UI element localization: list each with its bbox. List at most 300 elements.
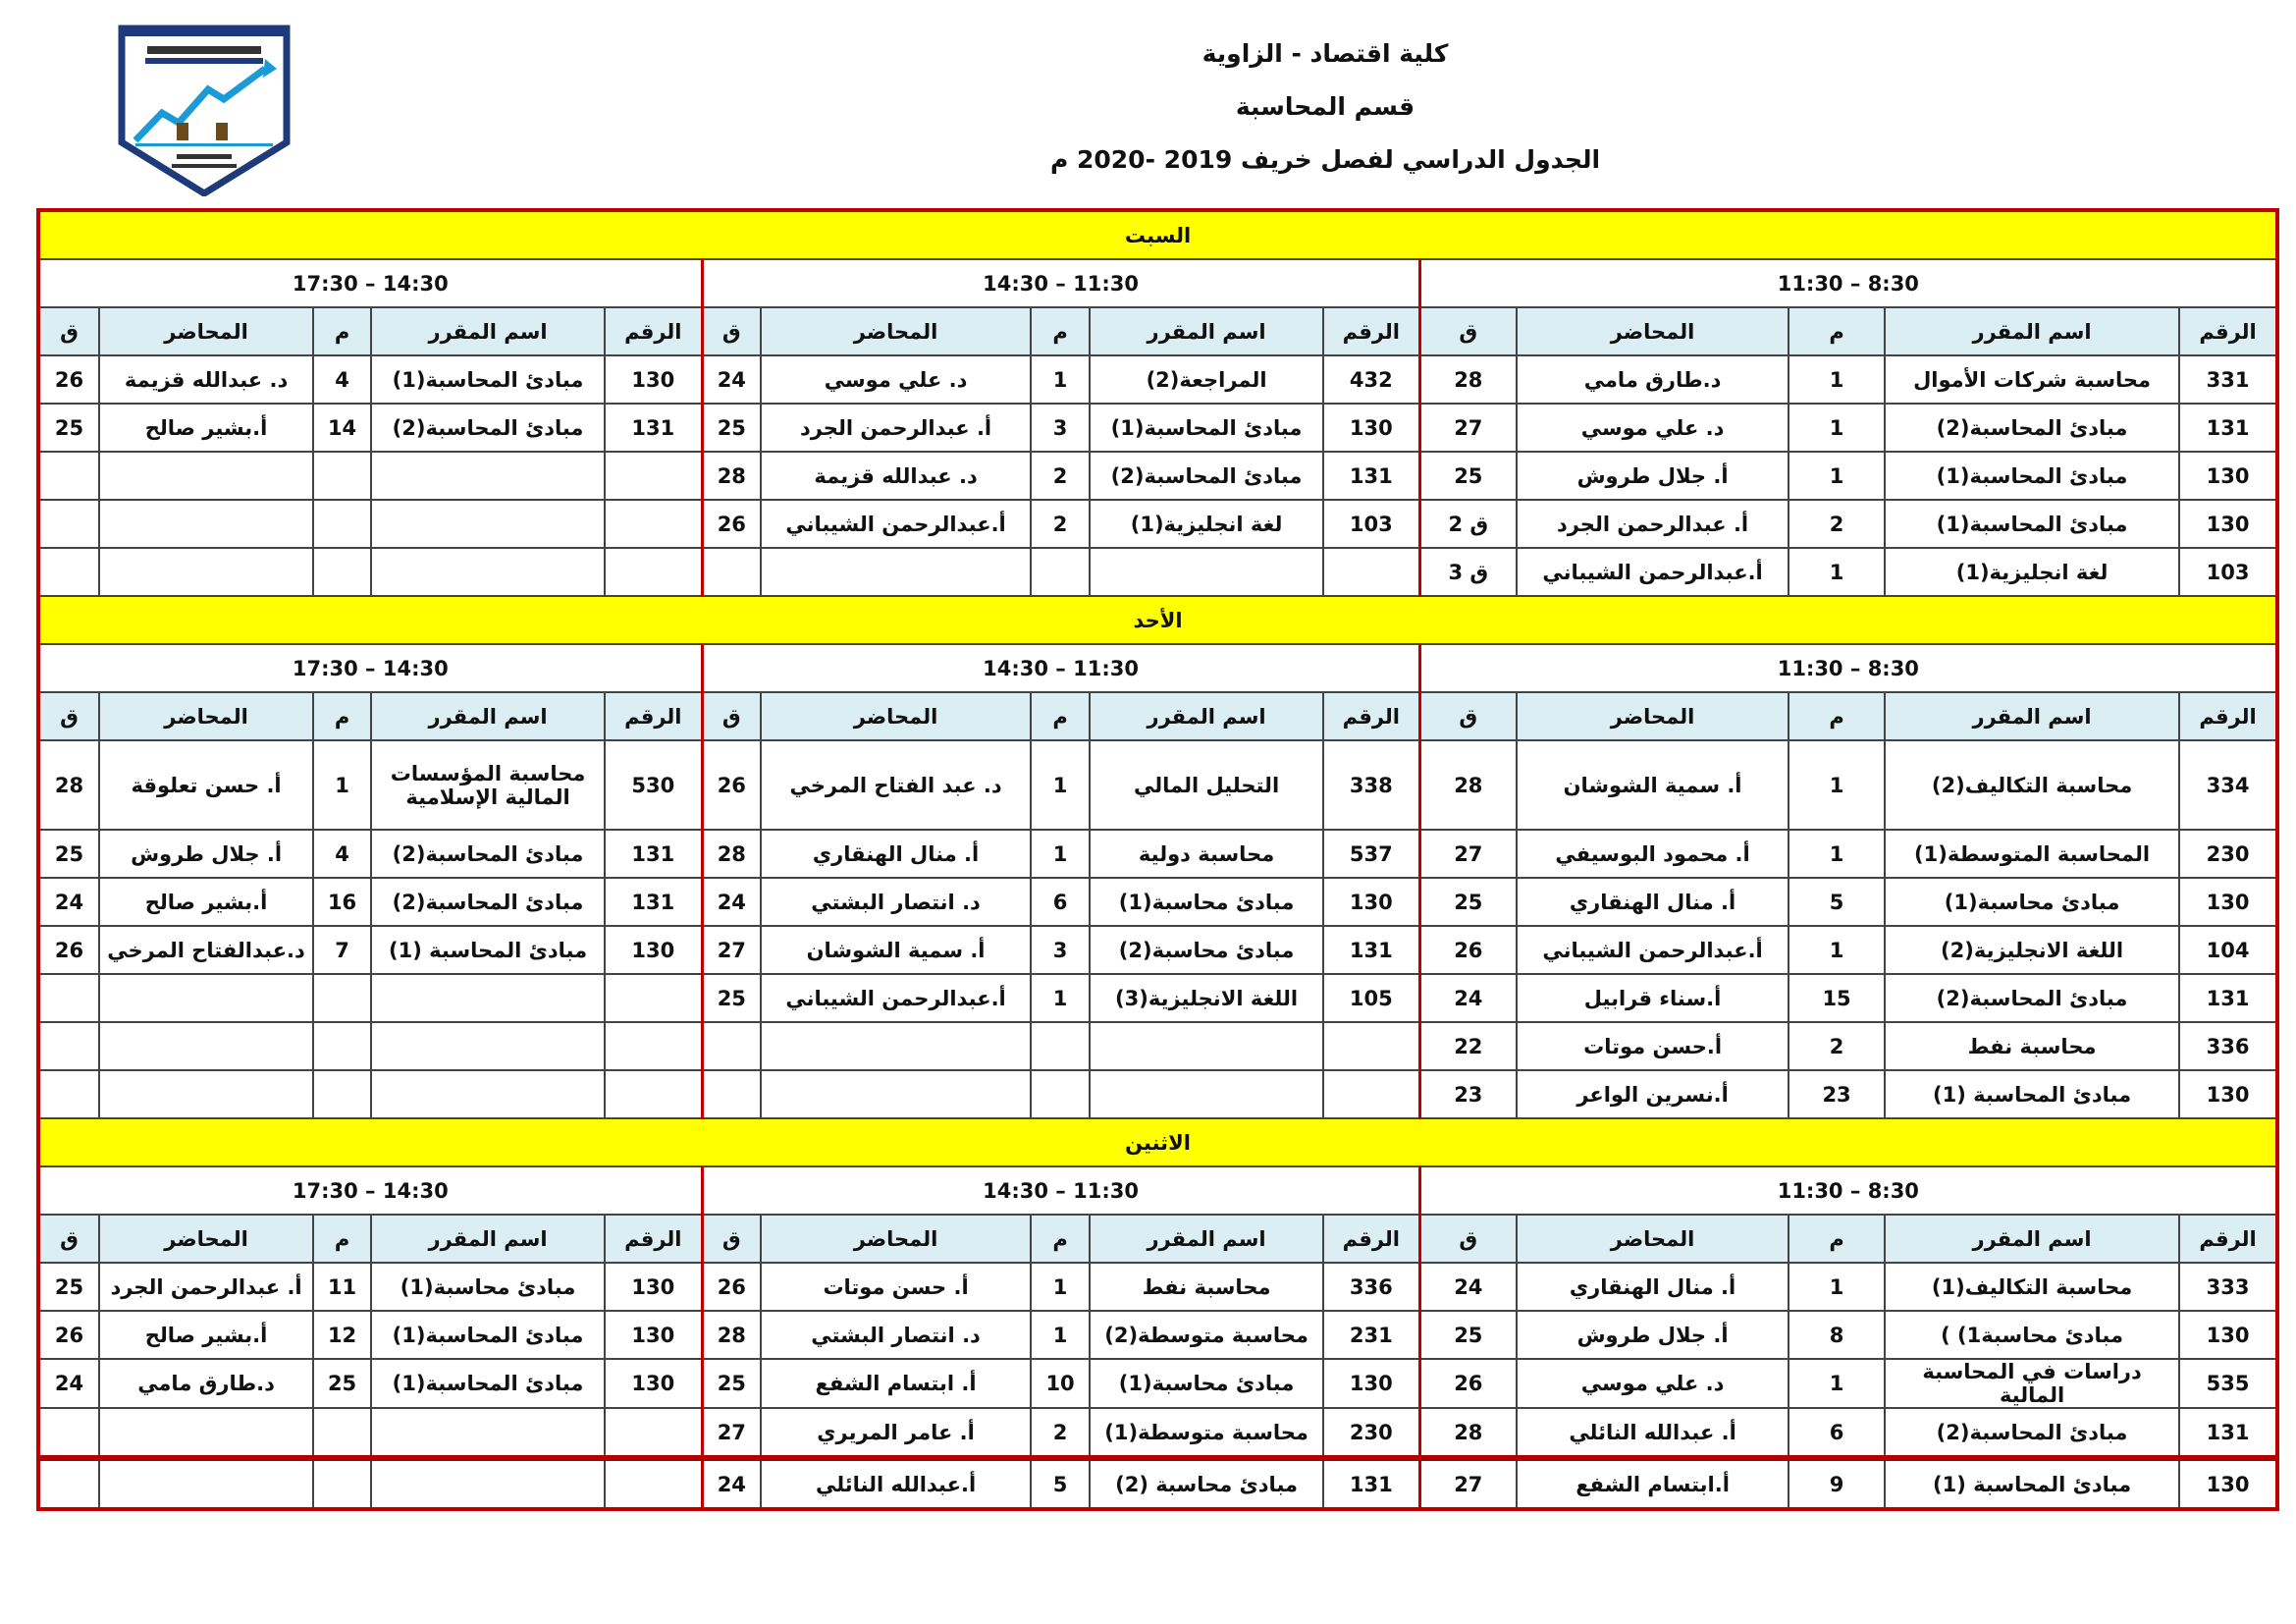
table-row — [38, 926, 2277, 974]
cell-room: 25 — [702, 1359, 761, 1408]
cell-room: 25 — [702, 974, 761, 1022]
college-name: كلية اقتصاد - الزاوية — [1201, 39, 1449, 68]
cell-course-number — [1323, 1070, 1419, 1118]
cell-course-number: 130 — [2179, 452, 2277, 500]
cell-course-name: محاسبة متوسطة(1) — [1090, 1408, 1323, 1458]
cell-lecturer: أ. عبدالرحمن الجرد — [1517, 500, 1789, 548]
column-header-room: ق — [702, 1215, 761, 1263]
column-header-course-number: الرقم — [2179, 1215, 2277, 1263]
column-header-row — [38, 1215, 2277, 1263]
cell-lecturer: أ. منال الهنقاري — [1517, 1263, 1789, 1311]
cell-room — [38, 548, 99, 596]
cell-lecturer: د. انتصار البشتي — [761, 1311, 1031, 1359]
cell-group: 1 — [1789, 355, 1885, 404]
column-header-group: م — [1031, 307, 1090, 355]
cell-room: 28 — [702, 1311, 761, 1359]
cell-course-number: 130 — [2179, 1070, 2277, 1118]
cell-lecturer: أ. عبدالرحمن الجرد — [99, 1263, 313, 1311]
cell-lecturer: أ. ابتسام الشفع — [761, 1359, 1031, 1408]
cell-room: 25 — [1419, 452, 1517, 500]
table-row — [38, 1458, 2277, 1509]
cell-group: 11 — [313, 1263, 371, 1311]
table-row — [38, 404, 2277, 452]
cell-course-name: مبادئ المحاسبة(1) — [1090, 404, 1323, 452]
cell-course-number: 130 — [2179, 878, 2277, 926]
day-name: الاثنين — [38, 1118, 2277, 1166]
cell-course-name: مبادئ محاسبة(1) — [1885, 878, 2179, 926]
cell-course-number: 131 — [1323, 1458, 1419, 1509]
cell-room: 27 — [702, 1408, 761, 1458]
cell-lecturer: أ. منال الهنقاري — [761, 830, 1031, 878]
column-header-course-number: الرقم — [1323, 1215, 1419, 1263]
cell-course-name — [371, 1408, 605, 1458]
cell-course-name: مبادئ المحاسبة (1) — [1885, 1070, 2179, 1118]
cell-lecturer — [99, 1408, 313, 1458]
cell-room — [38, 1070, 99, 1118]
cell-course-number: 333 — [2179, 1263, 2277, 1311]
table-row — [38, 1022, 2277, 1070]
cell-course-name: اللغة الانجليزية(3) — [1090, 974, 1323, 1022]
table-row — [38, 355, 2277, 404]
cell-room: 22 — [1419, 1022, 1517, 1070]
cell-room: 27 — [702, 926, 761, 974]
cell-course-name: محاسبة نفط — [1090, 1263, 1323, 1311]
cell-course-number: 231 — [1323, 1311, 1419, 1359]
cell-group: 2 — [1031, 452, 1090, 500]
cell-course-name — [1090, 548, 1323, 596]
cell-room: 26 — [1419, 1359, 1517, 1408]
cell-course-number: 103 — [1323, 500, 1419, 548]
table-row — [38, 452, 2277, 500]
cell-lecturer: د. عبدالله قزيمة — [99, 355, 313, 404]
column-header-row — [38, 692, 2277, 740]
cell-course-name — [371, 1070, 605, 1118]
cell-group: 1 — [1031, 830, 1090, 878]
cell-room: 25 — [1419, 1311, 1517, 1359]
cell-course-number: 130 — [605, 1311, 702, 1359]
cell-group: 1 — [1789, 830, 1885, 878]
cell-group — [313, 1022, 371, 1070]
cell-course-number — [605, 974, 702, 1022]
cell-lecturer: أ.عبدالرحمن الشيباني — [1517, 926, 1789, 974]
cell-course-number: 131 — [2179, 974, 2277, 1022]
cell-course-number: 105 — [1323, 974, 1419, 1022]
cell-group: 6 — [1789, 1408, 1885, 1458]
cell-room: 26 — [38, 926, 99, 974]
cell-group — [313, 1408, 371, 1458]
time-slot-row — [38, 644, 2277, 692]
cell-course-number: 432 — [1323, 355, 1419, 404]
cell-room: 28 — [702, 452, 761, 500]
cell-room: 26 — [702, 1263, 761, 1311]
cell-course-number: 535 — [2179, 1359, 2277, 1408]
cell-course-name: محاسبة المؤسسات المالية الإسلامية — [371, 740, 605, 830]
column-header-group: م — [313, 692, 371, 740]
schedule-table — [36, 208, 2279, 1511]
cell-course-number: 130 — [1323, 878, 1419, 926]
cell-group: 12 — [313, 1311, 371, 1359]
cell-lecturer: أ. حسن موتات — [761, 1263, 1031, 1311]
cell-lecturer: أ. سمية الشوشان — [1517, 740, 1789, 830]
cell-lecturer: أ. منال الهنقاري — [1517, 878, 1789, 926]
cell-room — [38, 1408, 99, 1458]
cell-lecturer: أ.عبدالرحمن الشيباني — [1517, 548, 1789, 596]
cell-lecturer: أ. جلال طروش — [1517, 1311, 1789, 1359]
cell-room — [38, 1022, 99, 1070]
cell-lecturer: د.طارق مامي — [1517, 355, 1789, 404]
cell-lecturer: أ.سناء قرابيل — [1517, 974, 1789, 1022]
cell-group: 2 — [1031, 500, 1090, 548]
time-slot-label: 11:30 – 14:30 — [702, 259, 1419, 307]
column-header-room: ق — [38, 307, 99, 355]
cell-course-name — [371, 500, 605, 548]
cell-group: 4 — [313, 830, 371, 878]
column-header-lecturer: المحاضر — [99, 307, 313, 355]
cell-group: 1 — [1789, 452, 1885, 500]
cell-course-name: المحاسبة المتوسطة(1) — [1885, 830, 2179, 878]
cell-course-name: لغة انجليزية(1) — [1885, 548, 2179, 596]
cell-lecturer: د. عبد الفتاح المرخي — [761, 740, 1031, 830]
cell-room: 26 — [702, 500, 761, 548]
time-slot-label: 8:30 – 11:30 — [1419, 644, 2277, 692]
cell-room: ق 2 — [1419, 500, 1517, 548]
cell-course-name: مبادئ محاسبة(2) — [1090, 926, 1323, 974]
time-slot-row — [38, 259, 2277, 307]
cell-group: 1 — [1031, 355, 1090, 404]
cell-course-number: 131 — [1323, 926, 1419, 974]
cell-lecturer: أ. عبدالرحمن الجرد — [761, 404, 1031, 452]
faculty-logo — [118, 25, 291, 196]
cell-lecturer: د. علي موسي — [1517, 1359, 1789, 1408]
column-header-lecturer: المحاضر — [761, 692, 1031, 740]
column-header-lecturer: المحاضر — [1517, 1215, 1789, 1263]
cell-course-number — [605, 1458, 702, 1509]
cell-lecturer — [761, 548, 1031, 596]
cell-lecturer: د. علي موسي — [761, 355, 1031, 404]
cell-course-name: مبادئ المحاسبة(1) — [371, 1359, 605, 1408]
cell-group: 1 — [1789, 1359, 1885, 1408]
cell-course-number — [1323, 1022, 1419, 1070]
cell-room: 25 — [38, 830, 99, 878]
cell-group: 3 — [1031, 926, 1090, 974]
table-row — [38, 740, 2277, 830]
column-header-lecturer: المحاضر — [761, 1215, 1031, 1263]
cell-course-name: مبادئ المحاسبة(2) — [1885, 404, 2179, 452]
time-slot-label: 14:30 – 17:30 — [38, 1166, 702, 1215]
column-header-lecturer: المحاضر — [761, 307, 1031, 355]
cell-course-number: 130 — [2179, 500, 2277, 548]
cell-course-name: مبادئ محاسبة(1) — [1090, 1359, 1323, 1408]
cell-room: 28 — [38, 740, 99, 830]
cell-lecturer: أ. جلال طروش — [99, 830, 313, 878]
cell-course-number: 131 — [605, 404, 702, 452]
column-header-room: ق — [1419, 1215, 1517, 1263]
cell-course-number: 130 — [605, 355, 702, 404]
department-name: قسم المحاسبة — [1235, 92, 1415, 121]
cell-course-name: التحليل المالي — [1090, 740, 1323, 830]
cell-course-name: محاسبة نفط — [1885, 1022, 2179, 1070]
cell-room — [38, 452, 99, 500]
cell-course-name: مبادئ المحاسبة(1) — [1885, 452, 2179, 500]
column-header-group: م — [1031, 1215, 1090, 1263]
cell-lecturer: أ.بشير صالح — [99, 404, 313, 452]
cell-course-number: 130 — [605, 926, 702, 974]
column-header-row — [38, 307, 2277, 355]
cell-group: 1 — [1789, 740, 1885, 830]
cell-course-name: مبادئ المحاسبة (1) — [1885, 1458, 2179, 1509]
cell-group — [313, 1458, 371, 1509]
cell-lecturer — [99, 974, 313, 1022]
cell-lecturer — [99, 1070, 313, 1118]
cell-course-name: مبادئ المحاسبة(1) — [1885, 500, 2179, 548]
cell-course-number: 131 — [2179, 404, 2277, 452]
table-row — [38, 1070, 2277, 1118]
cell-course-name: مبادئ المحاسبة(2) — [371, 830, 605, 878]
cell-group: 3 — [1031, 404, 1090, 452]
table-row — [38, 1263, 2277, 1311]
cell-course-number: 131 — [2179, 1408, 2277, 1458]
cell-group: 1 — [1031, 740, 1090, 830]
column-header-group: م — [313, 1215, 371, 1263]
time-slot-label: 8:30 – 11:30 — [1419, 259, 2277, 307]
column-header-group: م — [1789, 1215, 1885, 1263]
cell-group — [1031, 548, 1090, 596]
cell-lecturer: أ. سمية الشوشان — [761, 926, 1031, 974]
cell-group: 8 — [1789, 1311, 1885, 1359]
cell-course-number — [1323, 548, 1419, 596]
cell-room: 25 — [38, 404, 99, 452]
column-header-lecturer: المحاضر — [1517, 307, 1789, 355]
column-header-lecturer: المحاضر — [99, 692, 313, 740]
cell-course-name: محاسبة متوسطة(2) — [1090, 1311, 1323, 1359]
cell-course-number — [605, 548, 702, 596]
cell-course-name: مبادئ محاسبة(1) — [371, 1263, 605, 1311]
cell-course-name — [371, 548, 605, 596]
cell-group — [313, 452, 371, 500]
cell-group: 5 — [1789, 878, 1885, 926]
cell-room: 28 — [1419, 1408, 1517, 1458]
column-header-room: ق — [702, 692, 761, 740]
cell-group — [1031, 1070, 1090, 1118]
cell-group: 4 — [313, 355, 371, 404]
cell-group: 1 — [1789, 926, 1885, 974]
cell-lecturer: أ. حسن تعلوقة — [99, 740, 313, 830]
cell-group: 9 — [1789, 1458, 1885, 1509]
column-header-course-number: الرقم — [1323, 307, 1419, 355]
column-header-group: م — [1031, 692, 1090, 740]
cell-course-number: 130 — [2179, 1458, 2277, 1509]
cell-course-name: مبادئ المحاسبة(2) — [371, 878, 605, 926]
cell-course-number — [605, 1408, 702, 1458]
column-header-room: ق — [1419, 692, 1517, 740]
cell-room: 27 — [1419, 1458, 1517, 1509]
column-header-room: ق — [38, 1215, 99, 1263]
cell-lecturer — [99, 500, 313, 548]
table-row — [38, 878, 2277, 926]
cell-course-number — [605, 1022, 702, 1070]
cell-course-name — [371, 974, 605, 1022]
column-header-course-name: اسم المقرر — [371, 307, 605, 355]
cell-group: 2 — [1789, 500, 1885, 548]
cell-group: 1 — [313, 740, 371, 830]
cell-group: 23 — [1789, 1070, 1885, 1118]
cell-room: 24 — [1419, 974, 1517, 1022]
cell-course-name — [371, 1458, 605, 1509]
cell-course-number: 130 — [605, 1359, 702, 1408]
cell-course-name — [371, 1022, 605, 1070]
cell-course-name: محاسبة التكاليف(2) — [1885, 740, 2179, 830]
cell-course-name: اللغة الانجليزية(2) — [1885, 926, 2179, 974]
column-header-lecturer: المحاضر — [99, 1215, 313, 1263]
cell-room: 25 — [702, 404, 761, 452]
cell-group: 25 — [313, 1359, 371, 1408]
cell-group: 15 — [1789, 974, 1885, 1022]
column-header-course-name: اسم المقرر — [1885, 1215, 2179, 1263]
cell-course-number: 104 — [2179, 926, 2277, 974]
column-header-course-name: اسم المقرر — [1885, 692, 2179, 740]
cell-lecturer: أ.عبدالله النائلي — [761, 1458, 1031, 1509]
cell-course-number — [605, 500, 702, 548]
cell-course-number — [605, 452, 702, 500]
cell-room: 26 — [38, 1311, 99, 1359]
time-slot-label: 14:30 – 17:30 — [38, 644, 702, 692]
cell-course-name: مبادئ المحاسبة(2) — [1090, 452, 1323, 500]
cell-group: 2 — [1789, 1022, 1885, 1070]
cell-course-name: مبادئ المحاسبة(2) — [371, 404, 605, 452]
cell-course-number: 131 — [605, 878, 702, 926]
cell-room — [702, 1022, 761, 1070]
column-header-room: ق — [702, 307, 761, 355]
cell-course-number: 230 — [1323, 1408, 1419, 1458]
cell-lecturer: أ. عبدالله النائلي — [1517, 1408, 1789, 1458]
column-header-course-number: الرقم — [2179, 307, 2277, 355]
cell-course-number: 334 — [2179, 740, 2277, 830]
cell-course-name — [1090, 1070, 1323, 1118]
column-header-course-name: اسم المقرر — [1090, 307, 1323, 355]
cell-room: 24 — [702, 1458, 761, 1509]
cell-room: 28 — [1419, 355, 1517, 404]
cell-course-name: مبادئ محاسبة(1) — [1090, 878, 1323, 926]
time-slot-row — [38, 1166, 2277, 1215]
table-row — [38, 500, 2277, 548]
cell-room: 24 — [38, 1359, 99, 1408]
cell-course-name: مبادئ المحاسبة(2) — [1885, 1408, 2179, 1458]
cell-room — [38, 974, 99, 1022]
cell-room: 24 — [702, 878, 761, 926]
column-header-course-name: اسم المقرر — [371, 1215, 605, 1263]
cell-lecturer — [99, 548, 313, 596]
cell-group: 1 — [1789, 404, 1885, 452]
cell-course-name: محاسبة دولية — [1090, 830, 1323, 878]
cell-lecturer: د.طارق مامي — [99, 1359, 313, 1408]
cell-lecturer: أ.بشير صالح — [99, 878, 313, 926]
cell-lecturer: أ.نسرين الواعر — [1517, 1070, 1789, 1118]
cell-course-name: مبادئ المحاسبة(1) — [371, 1311, 605, 1359]
cell-course-name: محاسبة شركات الأموال — [1885, 355, 2179, 404]
column-header-course-name: اسم المقرر — [371, 692, 605, 740]
document-titles — [883, 27, 1767, 187]
day-name: الأحد — [38, 596, 2277, 644]
cell-course-name: دراسات في المحاسبة المالية — [1885, 1359, 2179, 1408]
cell-group: 1 — [1031, 1263, 1090, 1311]
schedule-title: الجدول الدراسي لفصل خريف 2019 -2020 م — [1049, 145, 1601, 174]
table-row — [38, 974, 2277, 1022]
column-header-lecturer: المحاضر — [1517, 692, 1789, 740]
cell-group: 5 — [1031, 1458, 1090, 1509]
cell-course-number: 130 — [605, 1263, 702, 1311]
cell-room — [38, 500, 99, 548]
column-header-room: ق — [1419, 307, 1517, 355]
cell-course-number: 130 — [1323, 404, 1419, 452]
cell-room: 26 — [1419, 926, 1517, 974]
day-header-row — [38, 1118, 2277, 1166]
cell-course-name: مبادئ محاسبة (2) — [1090, 1458, 1323, 1509]
time-slot-label: 8:30 – 11:30 — [1419, 1166, 2277, 1215]
column-header-group: م — [313, 307, 371, 355]
cell-lecturer — [99, 1458, 313, 1509]
column-header-course-number: الرقم — [605, 307, 702, 355]
cell-group: 1 — [1789, 548, 1885, 596]
cell-room — [38, 1458, 99, 1509]
cell-course-name — [371, 452, 605, 500]
cell-lecturer — [99, 1022, 313, 1070]
column-header-course-name: اسم المقرر — [1885, 307, 2179, 355]
cell-course-name: لغة انجليزية(1) — [1090, 500, 1323, 548]
cell-course-number: 230 — [2179, 830, 2277, 878]
table-row — [38, 1359, 2277, 1408]
cell-room: 24 — [38, 878, 99, 926]
cell-lecturer: د. انتصار البشتي — [761, 878, 1031, 926]
cell-room: 28 — [702, 830, 761, 878]
column-header-course-name: اسم المقرر — [1090, 1215, 1323, 1263]
cell-group: 7 — [313, 926, 371, 974]
table-row — [38, 830, 2277, 878]
cell-lecturer: أ.حسن موتات — [1517, 1022, 1789, 1070]
column-header-course-number: الرقم — [605, 692, 702, 740]
cell-room: 26 — [38, 355, 99, 404]
time-slot-label: 14:30 – 17:30 — [38, 259, 702, 307]
cell-course-number: 130 — [2179, 1311, 2277, 1359]
cell-room: 26 — [702, 740, 761, 830]
cell-room: 27 — [1419, 830, 1517, 878]
cell-group — [313, 500, 371, 548]
cell-room: 28 — [1419, 740, 1517, 830]
cell-lecturer — [761, 1070, 1031, 1118]
cell-group: 6 — [1031, 878, 1090, 926]
cell-group — [313, 974, 371, 1022]
cell-course-number: 331 — [2179, 355, 2277, 404]
cell-course-name: مبادئ محاسبة1) ) — [1885, 1311, 2179, 1359]
cell-course-number — [605, 1070, 702, 1118]
cell-course-name: مبادئ المحاسبة (1) — [371, 926, 605, 974]
cell-lecturer: أ. عامر المريري — [761, 1408, 1031, 1458]
column-header-group: م — [1789, 307, 1885, 355]
table-row — [38, 1311, 2277, 1359]
cell-group — [313, 1070, 371, 1118]
cell-course-name — [1090, 1022, 1323, 1070]
cell-course-name: مبادئ المحاسبة(2) — [1885, 974, 2179, 1022]
cell-room — [702, 1070, 761, 1118]
cell-lecturer: أ.بشير صالح — [99, 1311, 313, 1359]
column-header-course-number: الرقم — [605, 1215, 702, 1263]
cell-room: 23 — [1419, 1070, 1517, 1118]
cell-room: 24 — [702, 355, 761, 404]
cell-room: 25 — [1419, 878, 1517, 926]
cell-lecturer: أ. جلال طروش — [1517, 452, 1789, 500]
cell-group: 14 — [313, 404, 371, 452]
cell-lecturer: د. عبدالله قزيمة — [761, 452, 1031, 500]
cell-room: 24 — [1419, 1263, 1517, 1311]
